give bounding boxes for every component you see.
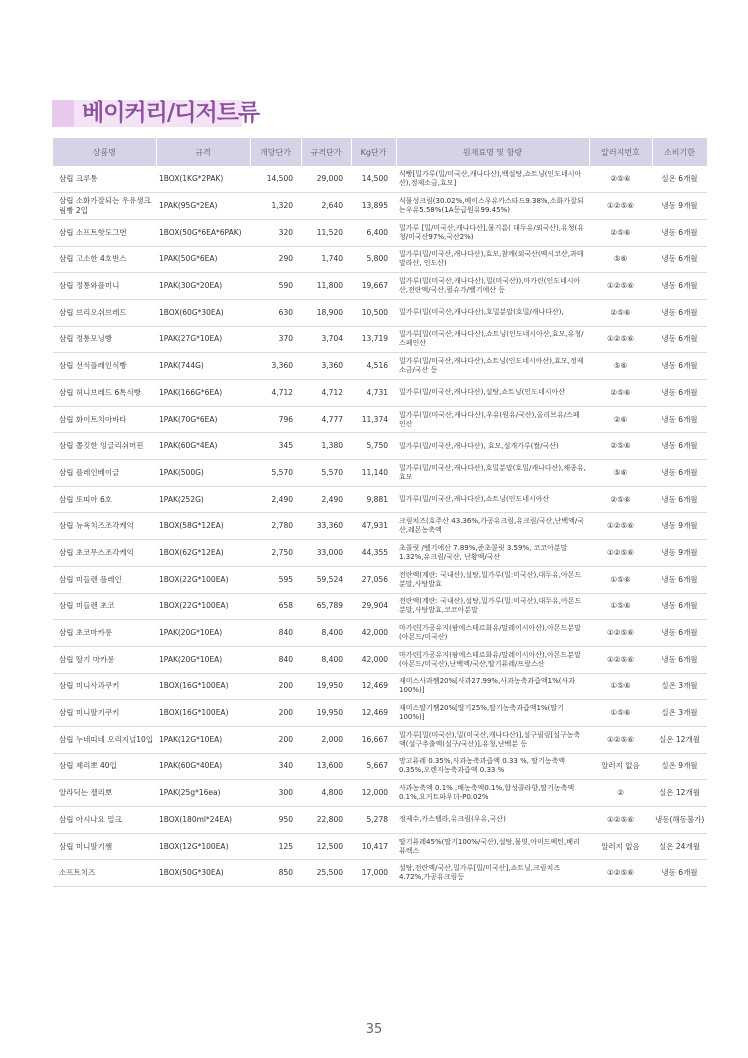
kg-price-cell: 12,469 <box>351 700 396 727</box>
spec-cell: 1PAK(744G) <box>156 353 250 380</box>
unit-price-cell: 4,712 <box>250 380 301 407</box>
table-row <box>53 700 707 727</box>
ingredients-cell: 재미스딸기쨈20%[딸기25%,딸기농축과즙액1%(딸기 100%)] <box>396 700 589 727</box>
product-name-cell: 알라딕는 젤리뽀 <box>53 780 156 807</box>
ingredients-cell: 딸기퓨레45%(딸기100%/국산),설탕,물엿,아미드펙틴,베리퓨렉스 <box>396 833 589 860</box>
product-name-cell: 삼립 크루통 <box>53 166 156 193</box>
product-name-cell: 삼립 제리뽀 40입 <box>53 753 156 780</box>
spec-price-cell: 4,800 <box>301 780 351 807</box>
shelf-life-cell: 냉동 6개월 <box>652 273 707 300</box>
kg-price-cell: 17,000 <box>351 860 396 887</box>
unit-price-cell: 200 <box>250 726 301 753</box>
shelf-life-cell: 냉동 9개월 <box>652 513 707 540</box>
spec-price-cell: 19,950 <box>301 673 351 700</box>
table-row <box>53 753 707 780</box>
ingredients-cell: 밀가루(밀(미국산,캐나다산),호밀분말(호밀/캐나다산), <box>396 299 589 326</box>
ingredients-cell: 전란액(계란: 국내산),설탕,밀가루(밀:미국산),대두유,아몬드분말,사탕발효 <box>396 566 589 593</box>
unit-price-cell: 345 <box>250 433 301 460</box>
table-row <box>53 299 707 326</box>
allergy-cell: ①②⑤⑥ <box>589 193 652 220</box>
table-row <box>53 513 707 540</box>
product-name-cell: 소프트치즈 <box>53 860 156 887</box>
product-name-cell: 삼립 누네띠네 오리지널10입 <box>53 726 156 753</box>
kg-price-cell: 11,374 <box>351 406 396 433</box>
ingredients-cell: 밀가루(밀/미국산,캐나다산),쇼트닝(인도네시아산 <box>396 486 589 513</box>
product-name-cell: 삼립 미들렌 플레인 <box>53 566 156 593</box>
spec-price-cell: 29,000 <box>301 166 351 193</box>
table-header-row <box>53 138 707 166</box>
kg-price-cell: 10,417 <box>351 833 396 860</box>
shelf-life-cell: 냉동 6개월 <box>652 620 707 647</box>
table-row <box>53 406 707 433</box>
ingredients-cell: 식빵[밀가루(밀/미국산,캐나다산),백설탕,쇼트닝(인도네시아산),정제소금,효모] <box>396 166 589 193</box>
spec-cell: 1BOX(22G*100EA) <box>156 566 250 593</box>
allergy-cell: ①②⑤⑥ <box>589 620 652 647</box>
product-name-cell: 삼립 브리오쉬브레드 <box>53 299 156 326</box>
unit-price-cell: 370 <box>250 326 301 353</box>
shelf-life-cell: 냉동 6개월 <box>652 406 707 433</box>
unit-price-cell: 290 <box>250 246 301 273</box>
table-row <box>53 540 707 567</box>
spec-price-cell: 59,524 <box>301 566 351 593</box>
table-row <box>53 433 707 460</box>
kg-price-cell: 29,904 <box>351 593 396 620</box>
shelf-life-cell: 냉동 6개월 <box>652 246 707 273</box>
table-row <box>53 193 707 220</box>
table-row <box>53 353 707 380</box>
allergy-cell: ②⑤⑥ <box>589 380 652 407</box>
unit-price-cell: 5,570 <box>250 460 301 487</box>
product-name-cell: 삼립 선식플레인식빵 <box>53 353 156 380</box>
unit-price-cell: 340 <box>250 753 301 780</box>
header-ingredients: 원재료명 및 함량 <box>396 138 589 166</box>
spec-price-cell: 1,740 <box>301 246 351 273</box>
unit-price-cell: 2,490 <box>250 486 301 513</box>
product-name-cell: 삼립 고소한 4호번스 <box>53 246 156 273</box>
kg-price-cell: 12,469 <box>351 673 396 700</box>
product-name-cell: 삼립 소프트핫도그번 <box>53 219 156 246</box>
ingredients-cell: 재미스사과쨈20%[사과27.99%,사과농축과즙액1%(사과 100%)] <box>396 673 589 700</box>
shelf-life-cell: 실온 12개월 <box>652 726 707 753</box>
ingredients-cell: 밀가루(밀(미국산,캐나다산),밀(미국산)),마가린(인도네시아산,전란액/국산,펄슈가/벨기에산 등 <box>396 273 589 300</box>
spec-cell: 1PAK(20G*10EA) <box>156 620 250 647</box>
unit-price-cell: 300 <box>250 780 301 807</box>
spec-price-cell: 8,400 <box>301 620 351 647</box>
spec-price-cell: 4,777 <box>301 406 351 433</box>
shelf-life-cell: 냉동 6개월 <box>652 326 707 353</box>
spec-price-cell: 2,490 <box>301 486 351 513</box>
kg-price-cell: 14,500 <box>351 166 396 193</box>
product-name-cell: 삼립 플레인베이글 <box>53 460 156 487</box>
allergy-cell: ②⑤⑥ <box>589 219 652 246</box>
unit-price-cell: 2,750 <box>250 540 301 567</box>
product-name-cell: 삼립 허니브레드 6톡식빵 <box>53 380 156 407</box>
table-row <box>53 326 707 353</box>
ingredients-cell: 식물성크림(30.02%,베이스우유카스타드9.38%,소화가잘되는우유5.58%(1A등급원유99.45%) <box>396 193 589 220</box>
product-table <box>53 138 708 887</box>
allergy-cell: ①②⑤⑥ <box>589 646 652 673</box>
header-shelf-life: 소비기한 <box>652 138 707 166</box>
unit-price-cell: 658 <box>250 593 301 620</box>
kg-price-cell: 13,895 <box>351 193 396 220</box>
shelf-life-cell: 냉동 9개월 <box>652 193 707 220</box>
kg-price-cell: 6,400 <box>351 219 396 246</box>
spec-price-cell: 12,500 <box>301 833 351 860</box>
unit-price-cell: 840 <box>250 646 301 673</box>
product-name-cell: 삼립 미니딸기쨈 <box>53 833 156 860</box>
allergy-cell: ②⑤⑥ <box>589 299 652 326</box>
allergy-cell: ①②⑤⑥ <box>589 807 652 834</box>
kg-price-cell: 19,667 <box>351 273 396 300</box>
shelf-life-cell: 냉동 9개월 <box>652 540 707 567</box>
product-name-cell: 삼립 소화가잘되는 우유생크림빵 2입 <box>53 193 156 220</box>
table-row <box>53 673 707 700</box>
spec-cell: 1PAK(30G*20EA) <box>156 273 250 300</box>
page-number: 35 <box>365 1022 383 1037</box>
spec-cell: 1BOX(180ml*24EA) <box>156 807 250 834</box>
allergy-cell: ②⑤⑥ <box>589 433 652 460</box>
table-row <box>53 460 707 487</box>
allergy-cell: ①⑤⑥ <box>589 673 652 700</box>
allergy-cell: 알러지 없음 <box>589 833 652 860</box>
ingredients-cell: 밀가루(밀/미국산,캐나다산), 효모,설개가루(쌀/국산) <box>396 433 589 460</box>
unit-price-cell: 840 <box>250 620 301 647</box>
allergy-cell: ①⑤⑥ <box>589 700 652 727</box>
table-row <box>53 246 707 273</box>
spec-price-cell: 13,600 <box>301 753 351 780</box>
shelf-life-cell: 실온 6개월 <box>652 166 707 193</box>
shelf-life-cell: 냉동(해동불가) <box>652 807 707 834</box>
product-name-cell: 삼립 미니사과쿠키 <box>53 673 156 700</box>
allergy-cell: ⑤⑥ <box>589 353 652 380</box>
ingredients-cell: 밀가루(밀/미국산,캐나다산),쇼트닝(인도네시아산),효모,정제소금/국산 등 <box>396 353 589 380</box>
allergy-cell: ①⑤⑥ <box>589 566 652 593</box>
ingredients-cell: 밀가루 [밀/미국산,캐나다산],물기름( 대두유/외국산),유청(유청/미국산97%,국산2%) <box>396 219 589 246</box>
spec-cell: 1BOX(1KG*2PAK) <box>156 166 250 193</box>
allergy-cell: ①②⑤⑥ <box>589 513 652 540</box>
spec-price-cell: 3,704 <box>301 326 351 353</box>
kg-price-cell: 47,931 <box>351 513 396 540</box>
table-row <box>53 273 707 300</box>
shelf-life-cell: 실온 3개월 <box>652 673 707 700</box>
spec-cell: 1BOX(16G*100EA) <box>156 700 250 727</box>
ingredients-cell: 망고퓨레 0.35%,사과농축과즙액 0.33 %, 딸기농축액 0.35%,오렌지농축과즙액 0.33 % <box>396 753 589 780</box>
product-name-cell: 삼립 정통와플미니 <box>53 273 156 300</box>
spec-cell: 1PAK(252G) <box>156 486 250 513</box>
product-name-cell: 삼립 초코무스조각케익 <box>53 540 156 567</box>
product-name-cell: 삼립 미들렌 초코 <box>53 593 156 620</box>
unit-price-cell: 2,780 <box>250 513 301 540</box>
kg-price-cell: 44,355 <box>351 540 396 567</box>
spec-cell: 1BOX(58G*12EA) <box>156 513 250 540</box>
spec-cell: 1PAK(12G*10EA) <box>156 726 250 753</box>
shelf-life-cell: 냉동 6개월 <box>652 460 707 487</box>
kg-price-cell: 4,516 <box>351 353 396 380</box>
ingredients-cell: 밀가루(밀(미국산,캐나다산),우유(원유/국산),올리브유/스페인산 <box>396 406 589 433</box>
spec-cell: 1BOX(62G*12EA) <box>156 540 250 567</box>
table-row <box>53 486 707 513</box>
shelf-life-cell: 냉동 6개월 <box>652 353 707 380</box>
spec-cell: 1PAK(50G*6EA) <box>156 246 250 273</box>
allergy-cell: ②⑤⑥ <box>589 486 652 513</box>
spec-price-cell: 4,712 <box>301 380 351 407</box>
product-name-cell: 삼립 아시나요 밀크 <box>53 807 156 834</box>
kg-price-cell: 5,800 <box>351 246 396 273</box>
spec-price-cell: 19,950 <box>301 700 351 727</box>
kg-price-cell: 5,278 <box>351 807 396 834</box>
ingredients-cell: 밀가루[밀(미국산,캐나다산),쇼트닝(인도네시아산,효모,유청/스페인산 <box>396 326 589 353</box>
unit-price-cell: 1,320 <box>250 193 301 220</box>
allergy-cell: ⑤⑥ <box>589 460 652 487</box>
table-row <box>53 807 707 834</box>
spec-price-cell: 33,000 <box>301 540 351 567</box>
spec-price-cell: 18,900 <box>301 299 351 326</box>
table-row <box>53 219 707 246</box>
spec-cell: 1PAK(95G*2EA) <box>156 193 250 220</box>
spec-cell: 1BOX(50G*6EA*6PAK) <box>156 219 250 246</box>
table-row <box>53 726 707 753</box>
product-name-cell: 삼립 화이트치아바타 <box>53 406 156 433</box>
kg-price-cell: 16,667 <box>351 726 396 753</box>
spec-price-cell: 2,000 <box>301 726 351 753</box>
ingredients-cell: 크림치즈(호주산 43.36%,가공유크림,유크림/국산,난백액/국산,레몬농축액 <box>396 513 589 540</box>
unit-price-cell: 320 <box>250 219 301 246</box>
shelf-life-cell: 냉동 6개월 <box>652 486 707 513</box>
allergy-cell: ①②⑤⑥ <box>589 726 652 753</box>
allergy-cell: ⑤⑥ <box>589 246 652 273</box>
table-body <box>53 166 707 887</box>
shelf-life-cell: 냉동 6개월 <box>652 380 707 407</box>
product-name-cell: 삼립 정통모닝빵 <box>53 326 156 353</box>
kg-price-cell: 42,000 <box>351 646 396 673</box>
ingredients-cell: 전란액(계란: 국내산),설탕,밀가루(밀:미국산),대두유,아몬드분말,사탕발효,코코아분말 <box>396 593 589 620</box>
kg-price-cell: 9,881 <box>351 486 396 513</box>
product-name-cell: 삼립 미니딸기쿠키 <box>53 700 156 727</box>
spec-cell: 1PAK(27G*10EA) <box>156 326 250 353</box>
kg-price-cell: 42,000 <box>351 620 396 647</box>
header-spec-price: 규격단가 <box>301 138 351 166</box>
shelf-life-cell: 냉동 6개월 <box>652 219 707 246</box>
ingredients-cell: 밀가루(밀/미국산,캐나다산),설탕,쇼트닝(인도네시아산 <box>396 380 589 407</box>
spec-cell: 1BOX(60G*30EA) <box>156 299 250 326</box>
allergy-cell: ①②⑤⑥ <box>589 540 652 567</box>
table-row <box>53 566 707 593</box>
unit-price-cell: 850 <box>250 860 301 887</box>
shelf-life-cell: 냉동 6개월 <box>652 593 707 620</box>
table-row <box>53 646 707 673</box>
header-spec: 규격 <box>156 138 250 166</box>
shelf-life-cell: 실온 24개월 <box>652 833 707 860</box>
header-allergy: 알러지번호 <box>589 138 652 166</box>
ingredients-cell: 정제수,카스텔라,유크림(우유,국산) <box>396 807 589 834</box>
kg-price-cell: 12,000 <box>351 780 396 807</box>
spec-cell: 1BOX(22G*100EA) <box>156 593 250 620</box>
unit-price-cell: 125 <box>250 833 301 860</box>
ingredients-cell: 밀가루(밀/미국산,캐나다산),호밀분말(호밀/캐나다산),채종유,효모 <box>396 460 589 487</box>
spec-cell: 1BOX(50G*30EA) <box>156 860 250 887</box>
kg-price-cell: 27,056 <box>351 566 396 593</box>
product-name-cell: 삼립 쫄깃한 잉글리쉬머핀 <box>53 433 156 460</box>
spec-cell: 1PAK(166G*6EA) <box>156 380 250 407</box>
spec-price-cell: 2,640 <box>301 193 351 220</box>
header-unit-price: 개당단가 <box>250 138 301 166</box>
ingredients-cell: 마가린[가공유지(팜에스테르화유/말레이시아산),아몬드분말(아몬드/미국산),난백액/국산,딸기퓨레/프랑스산 <box>396 646 589 673</box>
spec-cell: 1PAK(500G) <box>156 460 250 487</box>
section-title-block <box>52 94 260 128</box>
shelf-life-cell: 냉동 6개월 <box>652 646 707 673</box>
table-row <box>53 380 707 407</box>
shelf-life-cell: 냉동 6개월 <box>652 433 707 460</box>
product-name-cell: 삼립 또띠아 6호 <box>53 486 156 513</box>
spec-price-cell: 22,800 <box>301 807 351 834</box>
spec-cell: 1PAK(20G*10EA) <box>156 646 250 673</box>
spec-price-cell: 33,360 <box>301 513 351 540</box>
spec-cell: 1PAK(70G*6EA) <box>156 406 250 433</box>
ingredients-cell: 밀가루(밀/미국산,캐나다산),효모,참깨(외국산(멕시코산,과테말라산, 인도산) <box>396 246 589 273</box>
allergy-cell: 알러지 없음 <box>589 753 652 780</box>
product-name-cell: 삼립 뉴욕치즈조각케익 <box>53 513 156 540</box>
allergy-cell: ①⑤⑥ <box>589 593 652 620</box>
ingredients-cell: 마가린[가공유지(팜에스테르화유/말레이시아산),아몬드분말(아몬드/미국산) <box>396 620 589 647</box>
ingredients-cell: 초콜릿 /벨기에산 7.89%,준초콜릿 3.59%, 코코아분말 1.32%,유크림/국산, 난황액/국산 <box>396 540 589 567</box>
spec-price-cell: 11,800 <box>301 273 351 300</box>
kg-price-cell: 5,667 <box>351 753 396 780</box>
table-row <box>53 620 707 647</box>
allergy-cell: ②⑥ <box>589 406 652 433</box>
allergy-cell: ①②⑤⑥ <box>589 860 652 887</box>
shelf-life-cell: 실온 3개월 <box>652 700 707 727</box>
spec-cell: 1PAK(25g*16ea) <box>156 780 250 807</box>
allergy-cell: ②⑤⑥ <box>589 166 652 193</box>
table-row <box>53 593 707 620</box>
shelf-life-cell: 실온 9개월 <box>652 753 707 780</box>
title-accent-bar <box>52 100 74 127</box>
spec-cell: 1PAK(60G*4EA) <box>156 433 250 460</box>
kg-price-cell: 5,750 <box>351 433 396 460</box>
spec-price-cell: 1,380 <box>301 433 351 460</box>
shelf-life-cell: 냉동 6개월 <box>652 860 707 887</box>
unit-price-cell: 200 <box>250 673 301 700</box>
ingredients-cell: 사과농축액 0.1% ,배농축액0.1%,합성콜라향,딸기농축액 0.1%,요거트파우더-P0.02% <box>396 780 589 807</box>
kg-price-cell: 11,140 <box>351 460 396 487</box>
allergy-cell: ② <box>589 780 652 807</box>
spec-cell: 1PAK(60G*40EA) <box>156 753 250 780</box>
spec-price-cell: 3,360 <box>301 353 351 380</box>
spec-cell: 1BOX(12G*100EA) <box>156 833 250 860</box>
allergy-cell: ①②⑤⑥ <box>589 273 652 300</box>
unit-price-cell: 595 <box>250 566 301 593</box>
table-row <box>53 780 707 807</box>
product-name-cell: 삼립 초코마카롱 <box>53 620 156 647</box>
shelf-life-cell: 냉동 6개월 <box>652 299 707 326</box>
spec-price-cell: 5,570 <box>301 460 351 487</box>
kg-price-cell: 10,500 <box>351 299 396 326</box>
header-kg-price: Kg단가 <box>351 138 396 166</box>
unit-price-cell: 200 <box>250 700 301 727</box>
unit-price-cell: 3,360 <box>250 353 301 380</box>
header-product-name: 상품명 <box>53 138 156 166</box>
table-row <box>53 833 707 860</box>
spec-price-cell: 11,520 <box>301 219 351 246</box>
unit-price-cell: 14,500 <box>250 166 301 193</box>
unit-price-cell: 590 <box>250 273 301 300</box>
table-row <box>53 166 707 193</box>
ingredients-cell: 밀가루[밀(미국산),밀(미국산,캐나다산)],설구필링[설구농축액(설구추출액(설구/국산)],유청,난백분 등 <box>396 726 589 753</box>
unit-price-cell: 796 <box>250 406 301 433</box>
unit-price-cell: 630 <box>250 299 301 326</box>
shelf-life-cell: 냉동 6개월 <box>652 566 707 593</box>
spec-price-cell: 25,500 <box>301 860 351 887</box>
unit-price-cell: 950 <box>250 807 301 834</box>
allergy-cell: ①②⑤⑥ <box>589 326 652 353</box>
section-title: 베이커리/디저트류 <box>82 100 260 126</box>
kg-price-cell: 13,719 <box>351 326 396 353</box>
spec-price-cell: 8,400 <box>301 646 351 673</box>
spec-cell: 1BOX(16G*100EA) <box>156 673 250 700</box>
table-row <box>53 860 707 887</box>
spec-price-cell: 65,789 <box>301 593 351 620</box>
product-name-cell: 삼립 딸기 마카롱 <box>53 646 156 673</box>
kg-price-cell: 4,731 <box>351 380 396 407</box>
ingredients-cell: 설탕,전란액/국산,밀가루[밀/미국산],쇼트닝,크림치즈 4.72%,가공유크림등 <box>396 860 589 887</box>
shelf-life-cell: 실온 12개월 <box>652 780 707 807</box>
